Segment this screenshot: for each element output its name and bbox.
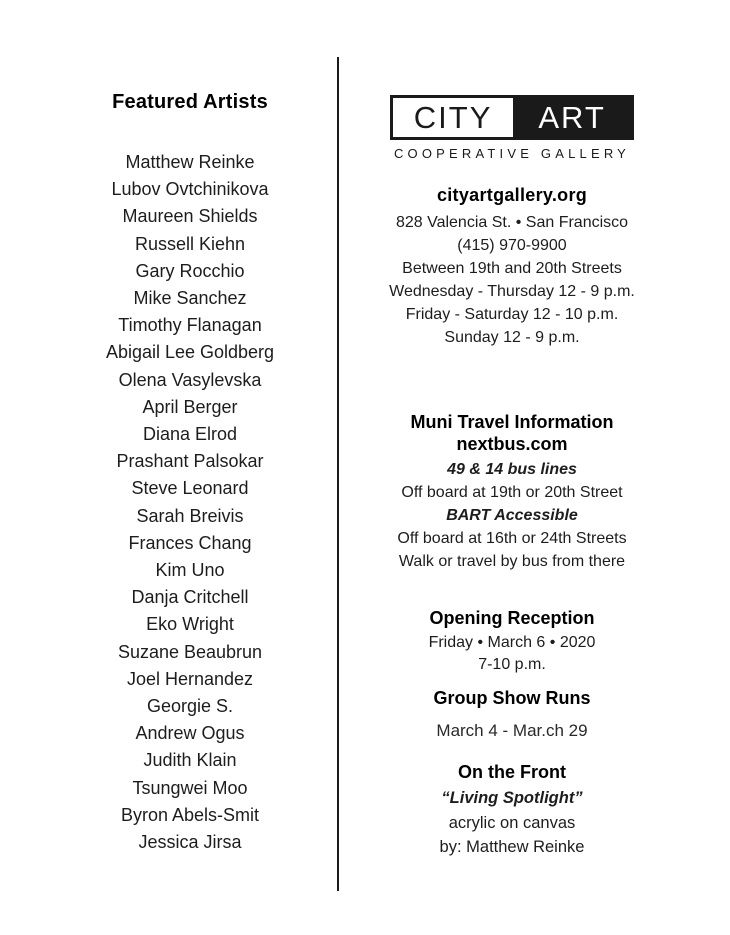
artist-name: Suzane Beaubrun (117, 641, 263, 662)
bart-accessible: BART Accessible (446, 507, 578, 524)
hours-sun: Sunday 12 - 9 p.m. (444, 329, 580, 346)
artist-name: Judith Klain (143, 750, 237, 771)
bus-instruction: Off board at 19th or 20th Street (401, 484, 623, 501)
artist-name: Abigail Lee Goldberg (105, 342, 275, 363)
gallery-info-column (352, 0, 672, 860)
walk-note: Walk or travel by bus from there (398, 553, 626, 570)
artist-name: Georgie S. (146, 696, 234, 717)
artist-name: Gary Rocchio (135, 260, 245, 281)
artist-name: Frances Chang (128, 532, 252, 553)
artist-name: Maureen Shields (122, 206, 258, 227)
reception-details-block (352, 632, 672, 676)
artist-name: Byron Abels-Smit (120, 804, 260, 825)
artist-name: Prashant Palsokar (116, 451, 264, 472)
muni-travel-heading (352, 411, 672, 455)
artist-name: Joel Hernandez (126, 668, 254, 689)
artist-name: Russell Kiehn (134, 233, 246, 254)
hours-fri-sat: Friday - Saturday 12 - 10 p.m. (405, 306, 619, 323)
muni-travel-heading-line2: nextbus.com (456, 434, 568, 454)
reception-time: 7-10 p.m. (478, 656, 546, 673)
group-show-heading: Group Show Runs (433, 688, 591, 708)
logo-art-text: ART (513, 98, 631, 137)
front-artwork-block (352, 786, 672, 860)
group-show-dates: March 4 - Mar.ch 29 (436, 721, 588, 740)
artist-name: Andrew Ogus (135, 723, 245, 744)
travel-instructions-block (352, 458, 672, 573)
artist-name: Tsungwei Moo (132, 777, 248, 798)
artwork-artist-credit: by: Matthew Reinke (439, 838, 585, 856)
artist-name: Mike Sanchez (133, 288, 247, 309)
reception-date: Friday • March 6 • 2020 (428, 634, 596, 651)
cityart-logo-box (390, 95, 634, 140)
cityart-logo (352, 95, 672, 162)
featured-artists-column (40, 0, 340, 856)
on-the-front-heading: On the Front (458, 762, 566, 782)
artist-name: Jessica Jirsa (138, 832, 242, 853)
artist-name: Matthew Reinke (125, 152, 255, 172)
muni-travel-heading-line1: Muni Travel Information (410, 412, 614, 432)
hours-wed-thu: Wednesday - Thursday 12 - 9 p.m. (389, 283, 635, 300)
gallery-phone: (415) 970-9900 (457, 237, 567, 254)
featured-artists-heading: Featured Artists (112, 91, 268, 113)
gallery-cross-streets: Between 19th and 20th Streets (402, 260, 622, 277)
bus-lines: 49 & 14 bus lines (447, 461, 577, 478)
artist-name: April Berger (142, 396, 238, 417)
artist-name: Steve Leonard (131, 478, 249, 499)
gallery-address: 828 Valencia St. • San Francisco (395, 214, 629, 231)
artist-name: Sarah Breivis (136, 505, 244, 526)
artist-name: Diana Elrod (142, 424, 238, 445)
opening-reception-heading: Opening Reception (429, 608, 595, 628)
contact-info-block (352, 211, 672, 349)
artist-name: Kim Uno (155, 560, 225, 581)
artist-name: Timothy Flanagan (118, 315, 262, 336)
bart-instruction: Off board at 16th or 24th Streets (397, 530, 627, 547)
gallery-website: cityartgallery.org (436, 185, 588, 205)
logo-subtitle: COOPERATIVE GALLERY (393, 146, 631, 161)
artist-name: Danja Critchell (131, 587, 249, 608)
logo-city-text: CITY (393, 98, 513, 137)
artist-name: Lubov Ovtchinikova (111, 179, 269, 200)
artwork-title: “Living Spotlight” (441, 789, 583, 807)
artist-list (40, 149, 340, 856)
artist-name: Olena Vasylevska (118, 369, 262, 390)
artwork-medium: acrylic on canvas (448, 813, 576, 832)
artist-name: Eko Wright (146, 614, 234, 635)
